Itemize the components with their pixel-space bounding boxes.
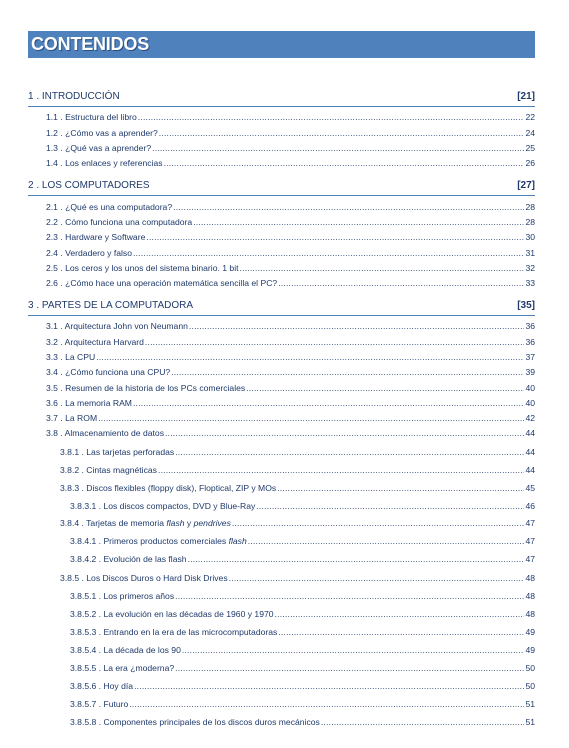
toc-entry[interactable]	[46, 350, 535, 364]
entry-page: 47	[525, 536, 535, 546]
toc-entry[interactable]	[46, 110, 535, 124]
toc-entry[interactable]	[60, 571, 535, 585]
entry-title: 3.8.4.2 . Evolución de las flash	[70, 554, 187, 564]
entry-page: 36	[525, 321, 535, 331]
entry-page: 25	[525, 143, 535, 153]
entry-title: 1.3 . ¿Qué vas a aprender?	[46, 143, 152, 153]
toc-entry[interactable]	[46, 230, 535, 244]
dot-leader	[256, 499, 524, 513]
toc-entry[interactable]	[46, 276, 535, 290]
dot-leader	[188, 552, 525, 566]
entry-page: 44	[525, 447, 535, 457]
chapter-heading[interactable]	[28, 90, 535, 107]
dot-leader	[98, 411, 524, 425]
entry-page: 46	[525, 501, 535, 511]
entry-title: 1.4 . Los enlaces y referencias	[46, 158, 163, 168]
dot-leader	[165, 426, 524, 440]
toc-entry[interactable]	[46, 141, 535, 155]
toc-entry[interactable]	[46, 381, 535, 395]
entry-title: 3.8.5.6 . Hoy día	[70, 681, 134, 691]
entry-title-italic: flash	[228, 536, 247, 546]
entry-title: 1.2 . ¿Cómo vas a aprender?	[46, 128, 158, 138]
entry-title: 3.8 . Almacenamiento de datos	[46, 428, 165, 438]
entry-page: 47	[525, 554, 535, 564]
chapter-title: 1 . INTRODUCCIÓN	[28, 91, 120, 102]
toc-entry[interactable]	[60, 516, 535, 530]
entry-title: 3.8.5 . Los Discos Duros o Hard Disk Drives	[60, 573, 228, 583]
dot-leader	[240, 261, 525, 275]
entry-page: 48	[525, 609, 535, 619]
toc-entry[interactable]	[60, 445, 535, 459]
entry-title: 3.3 . La CPU	[46, 352, 96, 362]
entry-title: 3.8.5.2 . La evolución en las décadas de 1960 y 1970	[70, 609, 274, 619]
entry-title: 3.5 . Resumen de la historia de los PCs comerciales	[46, 383, 246, 393]
dot-leader	[173, 200, 524, 214]
entry-page: 50	[525, 681, 535, 691]
entry-page: 42	[525, 413, 535, 423]
toc-entry[interactable]	[46, 200, 535, 214]
entry-page: 40	[525, 383, 535, 393]
entry-title	[60, 516, 231, 530]
toc-entry[interactable]	[46, 365, 535, 379]
dot-leader	[138, 110, 525, 124]
dot-leader	[278, 276, 524, 290]
dot-leader	[164, 156, 525, 170]
entry-title: 3.8.5.4 . La década de los 90	[70, 645, 181, 655]
dot-leader	[175, 661, 524, 675]
toc-entry[interactable]	[70, 534, 535, 548]
entry-title-part: 3.8.4.1 . Primeros productos comerciales	[70, 536, 229, 546]
entry-page: 47	[525, 518, 535, 528]
entry-page: 32	[525, 263, 535, 273]
entry-title-italic: pendrives	[193, 518, 231, 528]
toc-entry[interactable]	[60, 463, 535, 477]
toc-entry[interactable]	[70, 643, 535, 657]
dot-leader	[129, 697, 524, 711]
dot-leader	[158, 463, 524, 477]
dot-leader	[229, 571, 525, 585]
dot-leader	[152, 141, 524, 155]
toc-entry[interactable]	[70, 607, 535, 621]
entry-title: 3.4 . ¿Cómo funciona una CPU?	[46, 367, 171, 377]
entry-page: 24	[525, 128, 535, 138]
toc-heading-bar	[28, 31, 535, 58]
dot-leader	[182, 643, 525, 657]
dot-leader	[171, 365, 524, 379]
entry-page: 44	[525, 428, 535, 438]
dot-leader	[175, 445, 524, 459]
entry-title: 2.2 . Cómo funciona una computadora	[46, 217, 193, 227]
toc-entry[interactable]	[46, 261, 535, 275]
entry-page: 50	[525, 663, 535, 673]
dot-leader	[134, 679, 524, 693]
entry-page: 22	[525, 112, 535, 122]
entry-title: 3.8.1 . Las tarjetas perforadas	[60, 447, 175, 457]
toc-entry[interactable]	[60, 481, 535, 495]
entry-title: 2.5 . Los ceros y los unos del sistema binario. 1 bit	[46, 263, 239, 273]
chapter-page: [27]	[517, 180, 535, 191]
entry-title: 2.6 . ¿Cómo hace una operación matemática sencilla el PC?	[46, 278, 278, 288]
dot-leader	[159, 126, 525, 140]
entry-title: 3.8.5.7 . Futuro	[70, 699, 129, 709]
dot-leader	[96, 350, 524, 364]
entry-title: 3.8.5.8 . Componentes principales de los discos duros mecánicos	[70, 717, 320, 727]
entry-page: 51	[525, 699, 535, 709]
chapter-page: [35]	[517, 300, 535, 311]
toc-entry[interactable]	[46, 126, 535, 140]
chapter-page: [21]	[517, 91, 535, 102]
entry-title: 2.4 . Verdadero y falso	[46, 248, 132, 258]
entry-title: 3.8.5.5 . La era ¿moderna?	[70, 663, 175, 673]
toc-entry[interactable]	[46, 319, 535, 333]
toc-entry[interactable]	[46, 411, 535, 425]
entry-page: 49	[525, 645, 535, 655]
chapter-title: 2 . LOS COMPUTADORES	[28, 180, 150, 191]
dot-leader	[278, 625, 524, 639]
chapter-heading[interactable]	[28, 299, 535, 316]
toc-entry[interactable]	[70, 589, 535, 603]
entry-page: 51	[525, 717, 535, 727]
toc-entry[interactable]	[70, 679, 535, 693]
toc-entry[interactable]	[46, 246, 535, 260]
entry-title	[70, 534, 247, 548]
entry-title: 3.6 . La memoria RAM	[46, 398, 132, 408]
entry-title-part: y	[184, 518, 194, 528]
dot-leader	[133, 246, 524, 260]
toc-entry[interactable]	[70, 625, 535, 639]
dot-leader	[277, 481, 524, 495]
toc-entry[interactable]	[70, 715, 535, 729]
entry-title: 2.1 . ¿Qué es una computadora?	[46, 202, 173, 212]
dot-leader	[145, 335, 525, 349]
entry-title: 3.8.3 . Discos flexibles (floppy disk), Floptical, ZIP y MOs	[60, 483, 277, 493]
entry-title: 3.8.5.3 . Entrando en la era de las microcomputadoras	[70, 627, 278, 637]
entry-page: 28	[525, 217, 535, 227]
dot-leader	[175, 589, 524, 603]
entry-page: 30	[525, 232, 535, 242]
entry-page: 26	[525, 158, 535, 168]
entry-page: 39	[525, 367, 535, 377]
chapter-heading[interactable]	[28, 179, 535, 196]
entry-page: 48	[525, 591, 535, 601]
dot-leader	[146, 230, 524, 244]
toc-entry[interactable]	[70, 552, 535, 566]
toc-entry[interactable]	[70, 661, 535, 675]
entry-page: 40	[525, 398, 535, 408]
entry-page: 45	[525, 483, 535, 493]
toc-entry[interactable]	[70, 499, 535, 513]
entry-title: 3.2 . Arquitectura Harvard	[46, 337, 144, 347]
entry-page: 33	[525, 278, 535, 288]
entry-page: 49	[525, 627, 535, 637]
toc-entry[interactable]	[46, 215, 535, 229]
toc-entry[interactable]	[46, 426, 535, 440]
entry-title: 1.1 . Estructura del libro	[46, 112, 137, 122]
toc-heading: CONTENIDOS	[31, 34, 150, 54]
entry-page: 37	[525, 352, 535, 362]
entry-title: 2.3 . Hardware y Software	[46, 232, 146, 242]
entry-page: 48	[525, 573, 535, 583]
entry-page: 36	[525, 337, 535, 347]
entry-title: 3.8.2 . Cintas magnéticas	[60, 465, 157, 475]
dot-leader	[232, 516, 525, 530]
entry-title-part: 3.8.4 . Tarjetas de memoria	[60, 518, 167, 528]
dot-leader	[321, 715, 525, 729]
entry-page: 28	[525, 202, 535, 212]
entry-page: 44	[525, 465, 535, 475]
toc-entry[interactable]	[46, 396, 535, 410]
dot-leader	[133, 396, 524, 410]
dot-leader	[275, 607, 525, 621]
toc-entry[interactable]	[46, 156, 535, 170]
toc-entry[interactable]	[46, 335, 535, 349]
entry-title: 3.8.5.1 . Los primeros años	[70, 591, 175, 601]
entry-title: 3.8.3.1 . Los discos compactos, DVD y Blue-Ray	[70, 501, 256, 511]
entry-page: 31	[525, 248, 535, 258]
dot-leader	[189, 319, 525, 333]
chapter-title: 3 . PARTES DE LA COMPUTADORA	[28, 300, 194, 311]
dot-leader	[246, 381, 524, 395]
entry-title: 3.7 . La ROM	[46, 413, 98, 423]
dot-leader	[193, 215, 524, 229]
entry-title-italic: flash	[166, 518, 185, 528]
toc-entry[interactable]	[70, 697, 535, 711]
entry-title: 3.1 . Arquitectura John von Neumann	[46, 321, 188, 331]
dot-leader	[248, 534, 525, 548]
